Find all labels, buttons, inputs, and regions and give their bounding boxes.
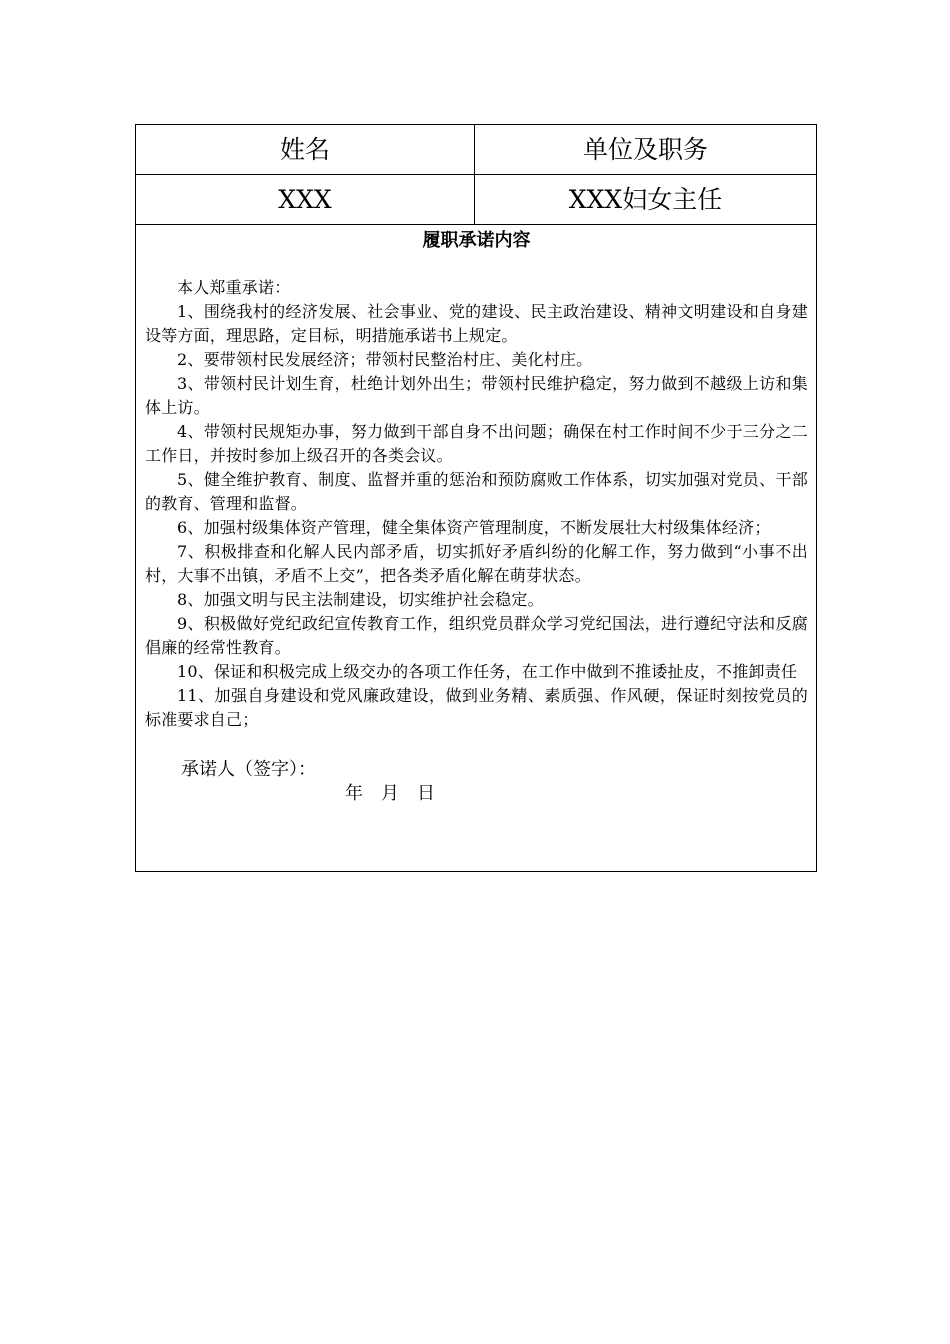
content-title: 履职承诺内容	[422, 230, 531, 251]
name-header-cell	[136, 125, 475, 175]
commitment-item: 7、积极排查和化解人民内部矛盾，切实抓好矛盾纠纷的化解工作，努力做到“小事不出村，大事不出镇，矛盾不上交”，把各类矛盾化解在萌芽状态。	[145, 542, 808, 585]
position-header: 单位及职务	[582, 135, 708, 164]
name-value-cell	[136, 175, 475, 225]
commitment-form-table	[135, 124, 817, 872]
name-header: 姓名	[279, 135, 330, 164]
position-value-cell	[475, 175, 817, 225]
commitment-item: 6、加强村级集体资产管理，健全集体资产管理制度，不断发展壮大村级集体经济；	[177, 518, 771, 537]
commitment-item: 1、围绕我村的经济发展、社会事业、党的建设、民主政治建设、精神文明建设和自身建设等方面，理思路，定目标，明措施承诺书上规定。	[145, 302, 808, 345]
commitment-item: 10、保证和积极完成上级交办的各项工作任务，在工作中做到不推诿扯皮，不推卸责任	[177, 662, 798, 681]
commitment-item: 5、健全维护教育、制度、监督并重的惩治和预防腐败工作体系，切实加强对党员、干部的教育、管理和监督。	[145, 470, 808, 513]
value-row	[136, 175, 817, 225]
header-row	[136, 125, 817, 175]
signature-label: 承诺人（签字）：	[181, 759, 316, 780]
name-value: XXX	[278, 185, 332, 214]
commitment-item: 3、带领村民计划生育，杜绝计划外出生；带领村民维护稳定，努力做到不越级上访和集体上访。	[145, 374, 808, 417]
commitment-item: 4、带领村民规矩办事，努力做到干部自身不出问题；确保在村工作时间不少于三分之二工作日，并按时参加上级召开的各类会议。	[145, 422, 808, 465]
commitment-item: 2、要带领村民发展经济；带领村民整治村庄、美化村庄。	[177, 350, 593, 369]
date-label: 年 月 日	[345, 783, 435, 804]
intro-text: 本人郑重承诺：	[177, 278, 291, 297]
position-header-cell	[475, 125, 817, 175]
commitment-content-cell	[136, 225, 817, 872]
content-row	[136, 225, 817, 872]
commitment-item: 9、积极做好党纪政纪宣传教育工作，组织党员群众学习党纪国法，进行遵纪守法和反腐倡廉的经常性教育。	[145, 614, 808, 657]
commitment-item: 11、加强自身建设和党风廉政建设，做到业务精、素质强、作风硬，保证时刻按党员的标准要求自己；	[145, 686, 808, 729]
position-value: XXX妇女主任	[568, 185, 723, 214]
commitment-item: 8、加强文明与民主法制建设，切实维护社会稳定。	[177, 590, 544, 609]
